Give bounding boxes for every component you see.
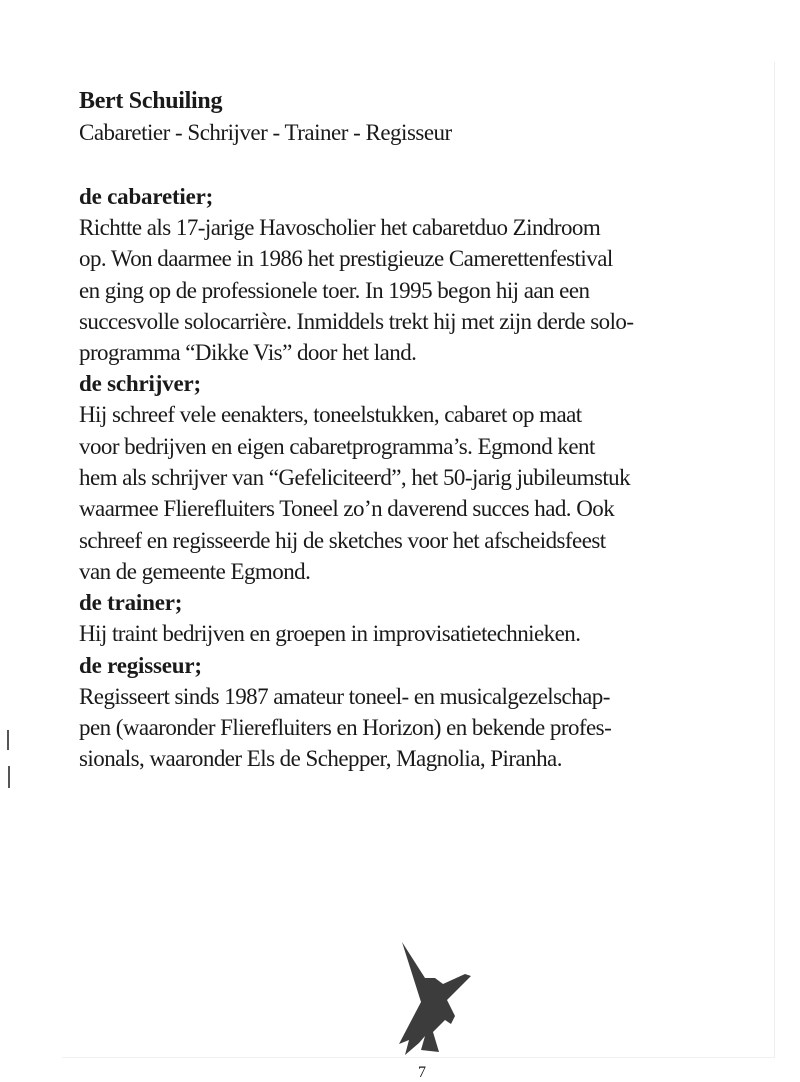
section-heading: de schrijver; (79, 371, 201, 397)
text-line: Regisseert sinds 1987 amateur toneel- en musicalgezelschap- (79, 683, 610, 709)
biography (79, 85, 779, 774)
text-line: sionals, waaronder Els de Schepper, Magnolia, Piranha. (79, 746, 562, 772)
text-line: en ging op de professionele toer. In 1995 begon hij aan een (79, 277, 590, 303)
section-text (79, 681, 779, 775)
section-cabaretier (79, 181, 779, 368)
section-schrijver (79, 368, 779, 587)
roles-subtitle: Cabaretier - Schrijver - Trainer - Regisseur (79, 120, 452, 145)
text-line: Richtte als 17-jarige Havoscholier het cabaretduo Zindroom (79, 215, 601, 240)
section-text (79, 212, 779, 368)
section-heading: de regisseur; (79, 652, 202, 678)
section-trainer (79, 587, 779, 649)
section-text (79, 399, 779, 587)
text-line: waarmee Flierefluiters Toneel zo’n daverend succes had. Ook (79, 496, 615, 522)
scan-mark (7, 730, 9, 750)
section-heading: de trainer; (79, 590, 183, 616)
page-number: 7 (418, 1064, 426, 1081)
text-line: schreef en regisseerde hij de sketches voor het afscheidsfeest (79, 527, 606, 553)
text-line: Hij schreef vele eenakters, toneelstukken, cabaret op maat (79, 402, 582, 428)
text-line: succesvolle solocarrière. Inmiddels trekt hij met zijn derde solo- (79, 308, 634, 334)
section-regisseur (79, 650, 779, 775)
text-line: Hij traint bedrijven en groepen in improvisatietechnieken. (79, 621, 581, 647)
section-text (79, 618, 779, 649)
text-line: pen (waaronder Flierefluiters en Horizon) en bekende profes- (79, 714, 612, 740)
section-heading: de cabaretier; (79, 184, 214, 209)
text-line: programma “Dikke Vis” door het land. (79, 340, 417, 366)
text-line: van de gemeente Egmond. (79, 558, 311, 584)
person-name: Bert Schuiling (79, 88, 223, 114)
text-line: voor bedrijven en eigen cabaretprogramma’s. Egmond kent (79, 433, 595, 459)
text-line: hem als schrijver van “Gefeliciteerd”, het 50-jarig jubileumstuk (79, 465, 631, 491)
dancing-figure-logo-icon (395, 940, 475, 1058)
scan-mark (8, 766, 10, 788)
text-line: op. Won daarmee in 1986 het prestigieuze Camerettenfestival (79, 246, 613, 272)
